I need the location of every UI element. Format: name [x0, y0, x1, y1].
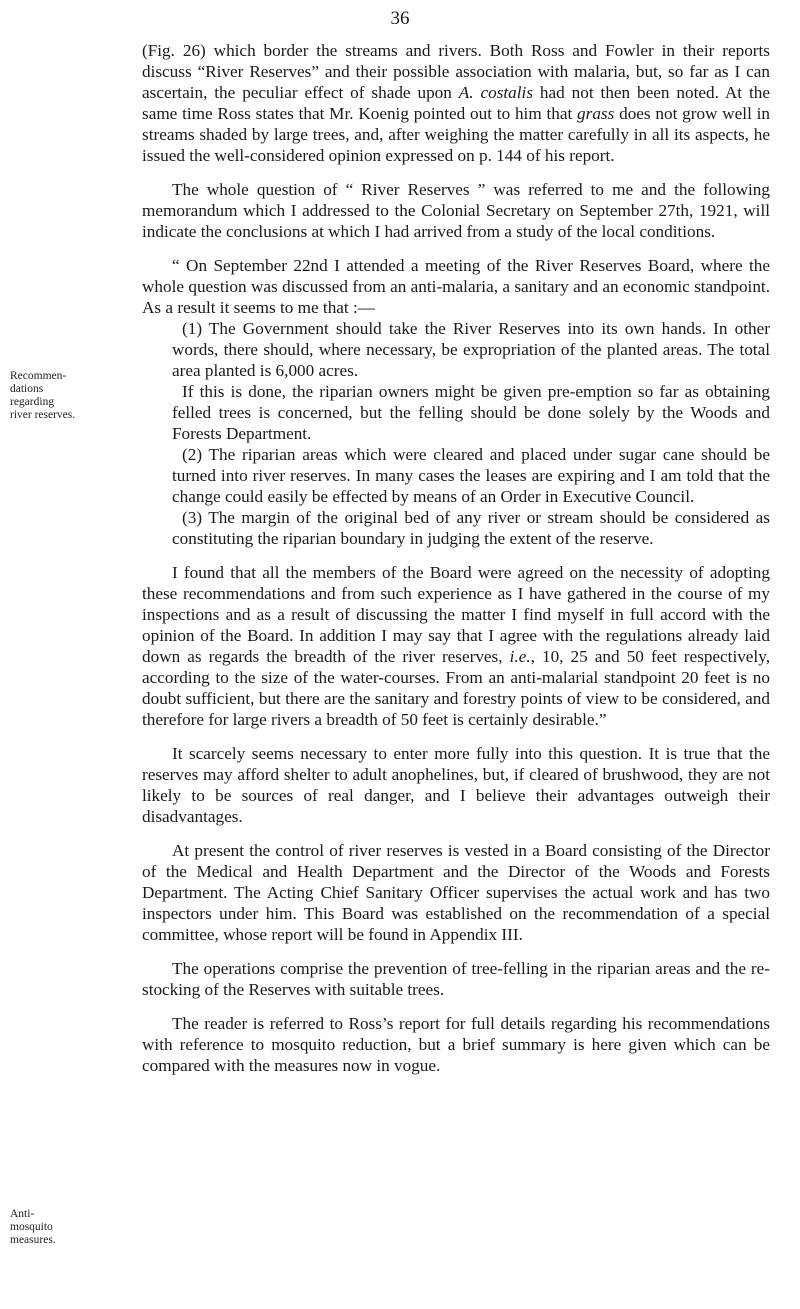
paragraph-ross-report: The reader is referred to Ross’s report for full details regarding his recommendations with reference to mosquito reduction, but a brief summary is here given which can be compared with the measures now in vogue.: [142, 1014, 770, 1075]
margin-note-line: Recommen-: [10, 370, 67, 382]
paragraph-board-control: At present the control of river reserves is vested in a Board consisting of the Director of the Medical and Health Department and the Director of the Woods and Forests Department. The Acting Chief Sanitary Officer supervises the actual work and has two inspectors under him. This Board was established on the recommendation of a special committee, whose report will be found in Appendix III.: [142, 841, 770, 944]
paragraph-fig-26: (Fig. 26) which border the streams and rivers. Both Ross and Fowler in their reports discuss “River Reserves” and their possible association with malaria, but, so far as I can ascertain, the peculiar effect of shade upon A. costalis had not then been noted. At the same time Ross states that Mr. Koenig pointed out to him that grass does not grow well in streams shaded by large trees, and, after weighing the matter carefully in all its aspects, he issued the well-considered opinion expressed on p. 144 of his report.: [142, 41, 770, 165]
margin-note-line: river reserves.: [10, 409, 76, 421]
species-name: A. costalis: [458, 83, 534, 102]
margin-note-river-reserves: [10, 370, 128, 422]
recommendation-3: (3) The margin of the original bed of any river or stream should be considered as constituting the riparian boundary in judging the extent of the reserve.: [172, 508, 770, 548]
paragraph-river-reserves-question: The whole question of “ River Reserves ” was referred to me and the following memorandum which I addressed to the Colonial Secretary on September 27th, 1921, will indicate the conclusions at which I had arrived from a study of the local conditions.: [142, 180, 770, 241]
recommendation-1: (1) The Government should take the River Reserves into its own hands. In other words, there should, where necessary, be expropriation of the planted areas. The total area planted is 6,000 acres.: [172, 319, 770, 380]
page-number: 36: [390, 8, 410, 29]
body-text: [142, 40, 770, 1076]
paragraph-memorandum-intro: “ On September 22nd I attended a meeting of the River Reserves Board, where the whole question was discussed from an anti-malaria, a sanitary and an economic standpoint. As a result it seems to me that :—: [142, 256, 770, 317]
margin-note-line: mosquito: [10, 1221, 53, 1233]
emphasis-grass: grass: [577, 104, 615, 123]
paragraph-shelter: It scarcely seems necessary to enter more fully into this question. It is true that the reserves may afford shelter to adult anophelines, but, if cleared of brushwood, they are not likely to be sources of real danger, and I believe their advantages outweigh their disadvantages.: [142, 744, 770, 826]
margin-note-line: measures.: [10, 1234, 56, 1246]
margin-note-anti-mosquito: [10, 1208, 128, 1247]
margin-note-line: dations: [10, 383, 44, 395]
paragraph-operations: The operations comprise the prevention of tree-felling in the riparian areas and the re-stocking of the Reserves with suitable trees.: [142, 959, 770, 999]
margin-note-line: Anti-: [10, 1208, 35, 1220]
margin-note-line: regarding: [10, 396, 55, 408]
paragraph-board-agreement: I found that all the members of the Board were agreed on the necessity of adopting these recommendations and from such experience as I have gathered in the course of my inspections and as a result of discussing the matter I find myself in full accord with the opinion of the Board. In addition I may say that I agree with the regulations already laid down as regards the breadth of the river reserves, i.e., 10, 25 and 50 feet respectively, according to the size of the water-courses. From an anti-malarial standpoint 20 feet is no doubt sufficient, but there are the sanitary and forestry points of view to be considered, and therefore for large rivers a breadth of 50 feet is certainly desirable.”: [142, 563, 770, 729]
recommendation-1-continued: If this is done, the riparian owners might be given pre-emption so far as obtaining felled trees is concerned, but the felling should be done solely by the Woods and Forests Department.: [172, 382, 770, 443]
emphasis-ie: i.e.: [509, 647, 531, 666]
recommendation-2: (2) The riparian areas which were cleared and placed under sugar cane should be turned into river reserves. In many cases the leases are expiring and I am told that the change could easily be effected by means of an Order in Executive Council.: [172, 445, 770, 506]
